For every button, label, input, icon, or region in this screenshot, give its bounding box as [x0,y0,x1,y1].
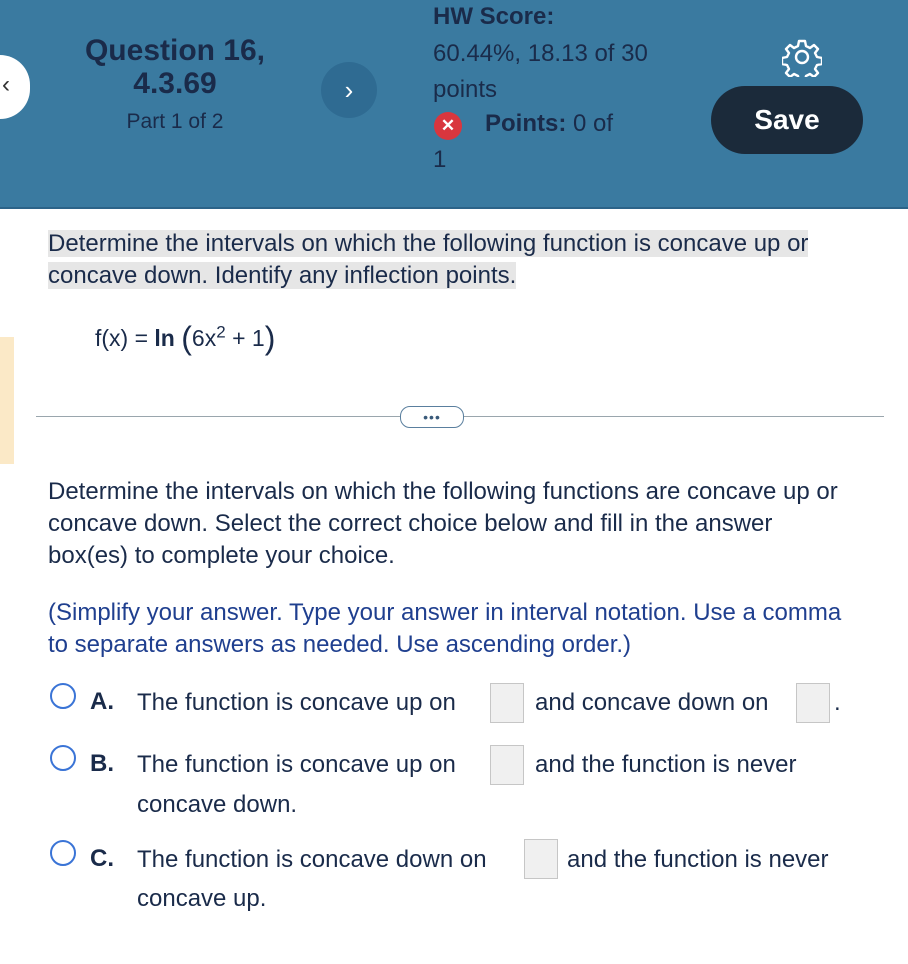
part-label: Part 1 of 2 [126,110,224,133]
save-button[interactable]: Save [711,86,863,154]
previous-question-button[interactable] [0,55,30,119]
points-value: 0 of [573,110,614,137]
choice-c-letter: C. [90,845,114,872]
formula-lhs: f(x) = [95,325,149,351]
chevron-right-icon: › [344,74,354,105]
function-formula [95,320,275,357]
points-total: 1 [433,146,447,173]
chevron-left-icon: ‹ [2,71,10,98]
choice-b-text-1: The function is concave up on [137,751,456,778]
question-header [0,0,908,209]
formula-exponent: 2 [216,322,226,342]
more-button[interactable]: ••• [400,406,464,428]
choice-c-radio[interactable] [50,840,76,866]
choice-a-answer-box-2[interactable] [796,683,830,723]
next-question-button[interactable] [321,62,377,118]
choice-b-radio[interactable] [50,745,76,771]
choice-c-text-1: The function is concave down on [137,846,487,873]
points-label: Points: [485,110,567,137]
choice-b-answer-box[interactable] [490,745,524,785]
formula-open-paren: ( [181,320,192,356]
question-text-content: Determine the intervals on which the following function is concave up or concave down. Identify any inflection points. [48,230,809,289]
choice-a-radio[interactable] [50,683,76,709]
formula-close-paren: ) [264,320,276,356]
answer-hint: (Simplify your answer. Type your answer in interval notation. Use a comma to separate answers as needed. Use ascending order.) [48,599,842,658]
side-highlight [0,337,14,464]
hw-score-value: 60.44%, 18.13 of 30 points [433,40,648,103]
choice-a-text-1: The function is concave up on [137,689,456,716]
choice-a-text-2: and concave down on [535,689,769,716]
points-status [485,110,613,138]
choice-c-answer-box[interactable] [524,839,558,879]
choice-a-text-3: . [834,689,841,716]
question-title: Question 16, 4.3.69 [84,34,266,100]
choice-a-letter: A. [90,688,114,715]
question-text [48,228,884,292]
formula-ln: ln [154,325,175,351]
formula-rest: + 1 [225,325,265,351]
gear-icon[interactable] [782,37,822,77]
choice-b-text-2: and the function is never [535,751,797,778]
choice-c-text-2: and the function is never [567,846,829,873]
choice-b-text-3: concave down. [137,791,298,818]
instructions-text: Determine the intervals on which the following functions are concave up or concave down. Select the correct choice below and fill in the answer box(es) to complete your choice. [48,478,838,569]
x-circle-icon: ✕ [434,112,462,140]
choice-b-letter: B. [90,750,114,777]
formula-inner: 6x [191,325,217,351]
hw-score-label: HW Score: [433,3,555,30]
choice-a-answer-box-1[interactable] [490,683,524,723]
choice-c-text-3: concave up. [137,885,267,912]
